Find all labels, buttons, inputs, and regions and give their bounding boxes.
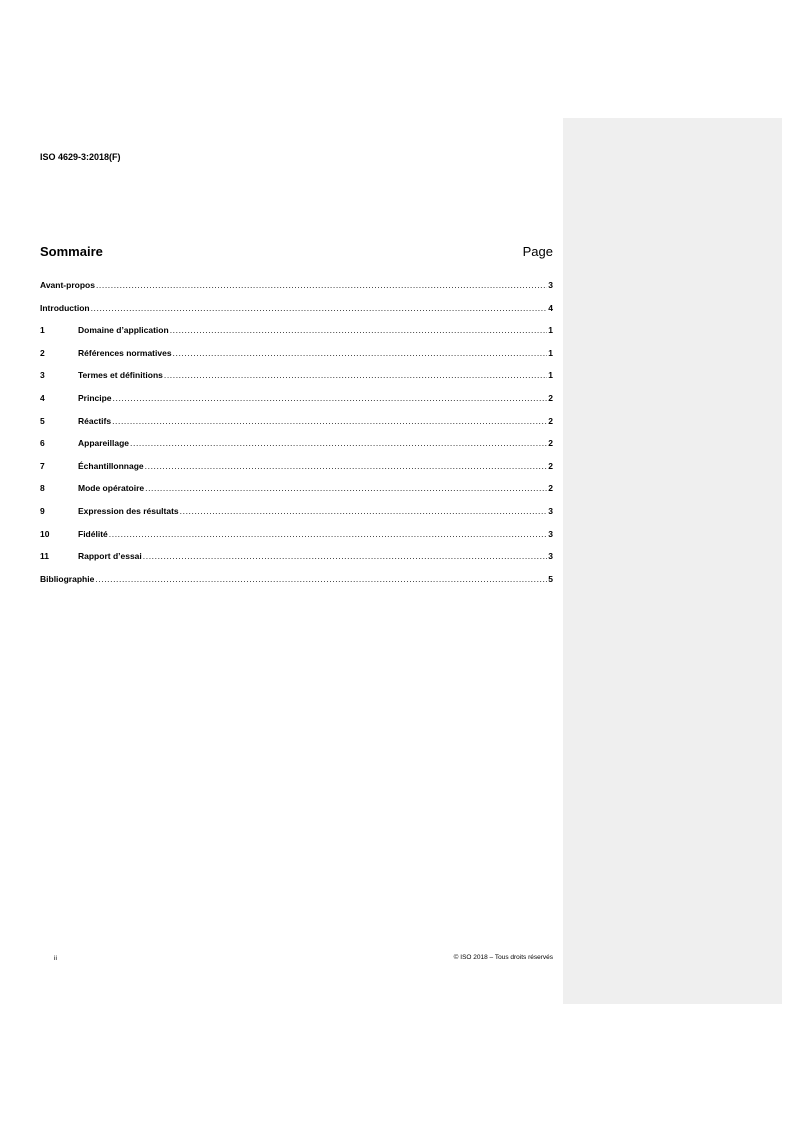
toc-entry-number: 2	[40, 347, 45, 358]
toc-entry-page: 2	[548, 438, 553, 449]
toc-entry-9[interactable]	[40, 506, 553, 529]
toc-entry-page: 1	[548, 325, 553, 336]
toc-entry-number: 6	[40, 438, 45, 449]
toc-leader	[112, 416, 547, 426]
toc-entry-text: Rapport d’essai	[78, 551, 142, 562]
toc-list	[40, 280, 553, 596]
toc-entry-number: 5	[40, 415, 45, 426]
toc-leader	[173, 348, 548, 358]
toc-entry-8[interactable]	[40, 483, 553, 506]
toc-entry-text: Domaine d’application	[78, 325, 169, 336]
toc-entry-6[interactable]	[40, 438, 553, 461]
toc-entry-page: 3	[548, 280, 553, 290]
toc-entry-11[interactable]	[40, 551, 553, 574]
toc-entry-page: 3	[548, 505, 553, 516]
toc-leader	[91, 303, 548, 313]
toc-entry-3[interactable]	[40, 370, 553, 393]
toc-entry-page: 3	[548, 528, 553, 539]
toc-entry-7[interactable]	[40, 461, 553, 484]
toc-entry-page: 5	[548, 573, 553, 584]
toc-leader	[143, 551, 547, 561]
toc-entry-text: Avant-propos	[40, 280, 95, 290]
toc-entry-page: 2	[548, 460, 553, 471]
toc-entry-text: Références normatives	[78, 347, 172, 358]
toc-entry-number: 9	[40, 505, 45, 516]
toc-entry-page: 1	[548, 370, 553, 381]
toc-entry-page: 2	[548, 392, 553, 403]
toc-title: Sommaire	[40, 244, 103, 259]
toc-entry-10[interactable]	[40, 529, 553, 552]
toc-entry-number: 11	[40, 551, 49, 562]
toc-entry-5[interactable]	[40, 416, 553, 439]
toc-leader	[180, 506, 548, 516]
toc-entry-text: Échantillonnage	[78, 460, 144, 471]
toc-entry-text: Appareillage	[78, 438, 130, 449]
toc-entry-2[interactable]	[40, 348, 553, 371]
footer-page-number: ii	[54, 955, 57, 962]
toc-entry-4[interactable]	[40, 393, 553, 416]
toc-entry-page: 2	[548, 415, 553, 426]
toc-entry-number: 10	[40, 528, 50, 539]
toc-entry-number: 3	[40, 370, 45, 381]
toc-entry-page: 2	[548, 483, 553, 494]
toc-entry-text: Principe	[78, 392, 112, 403]
toc-entry-text: Expression des résultats	[78, 505, 179, 516]
toc-entry-text: Bibliographie	[40, 573, 95, 584]
toc-entry-1[interactable]	[40, 325, 553, 348]
toc-heading	[40, 244, 553, 264]
toc-leader	[113, 393, 548, 403]
toc-leader	[95, 574, 547, 584]
toc-entry-introduction[interactable]	[40, 303, 553, 326]
toc-entry-number: 1	[40, 325, 45, 336]
toc-entry-text: Fidélité	[78, 528, 108, 539]
toc-leader	[96, 280, 547, 290]
toc-leader	[109, 529, 548, 539]
document-id: ISO 4629-3:2018(F)	[40, 152, 121, 162]
toc-leader	[164, 370, 547, 380]
toc-leader	[145, 461, 548, 471]
toc-entry-avant-propos[interactable]	[40, 280, 553, 303]
toc-entry-text: Réactifs	[78, 415, 112, 426]
toc-leader	[130, 438, 547, 448]
toc-entry-text: Termes et définitions	[78, 370, 163, 381]
toc-leader	[145, 483, 547, 493]
toc-leader	[170, 325, 548, 335]
toc-entry-page: 1	[548, 347, 553, 358]
footer-copyright: © ISO 2018 – Tous droits réservés	[453, 954, 553, 961]
toc-entry-number: 7	[40, 460, 45, 471]
toc-entry-bibliographie[interactable]	[40, 574, 553, 597]
toc-entry-page: 3	[548, 551, 553, 562]
toc-entry-text: Mode opératoire	[78, 483, 145, 494]
toc-entry-text: Introduction	[40, 302, 90, 313]
toc-entry-page: 4	[548, 302, 553, 313]
toc-page-label: Page	[522, 244, 553, 259]
comment-pane	[563, 118, 782, 1004]
toc-entry-number: 4	[40, 392, 45, 403]
toc-entry-number: 8	[40, 483, 45, 494]
